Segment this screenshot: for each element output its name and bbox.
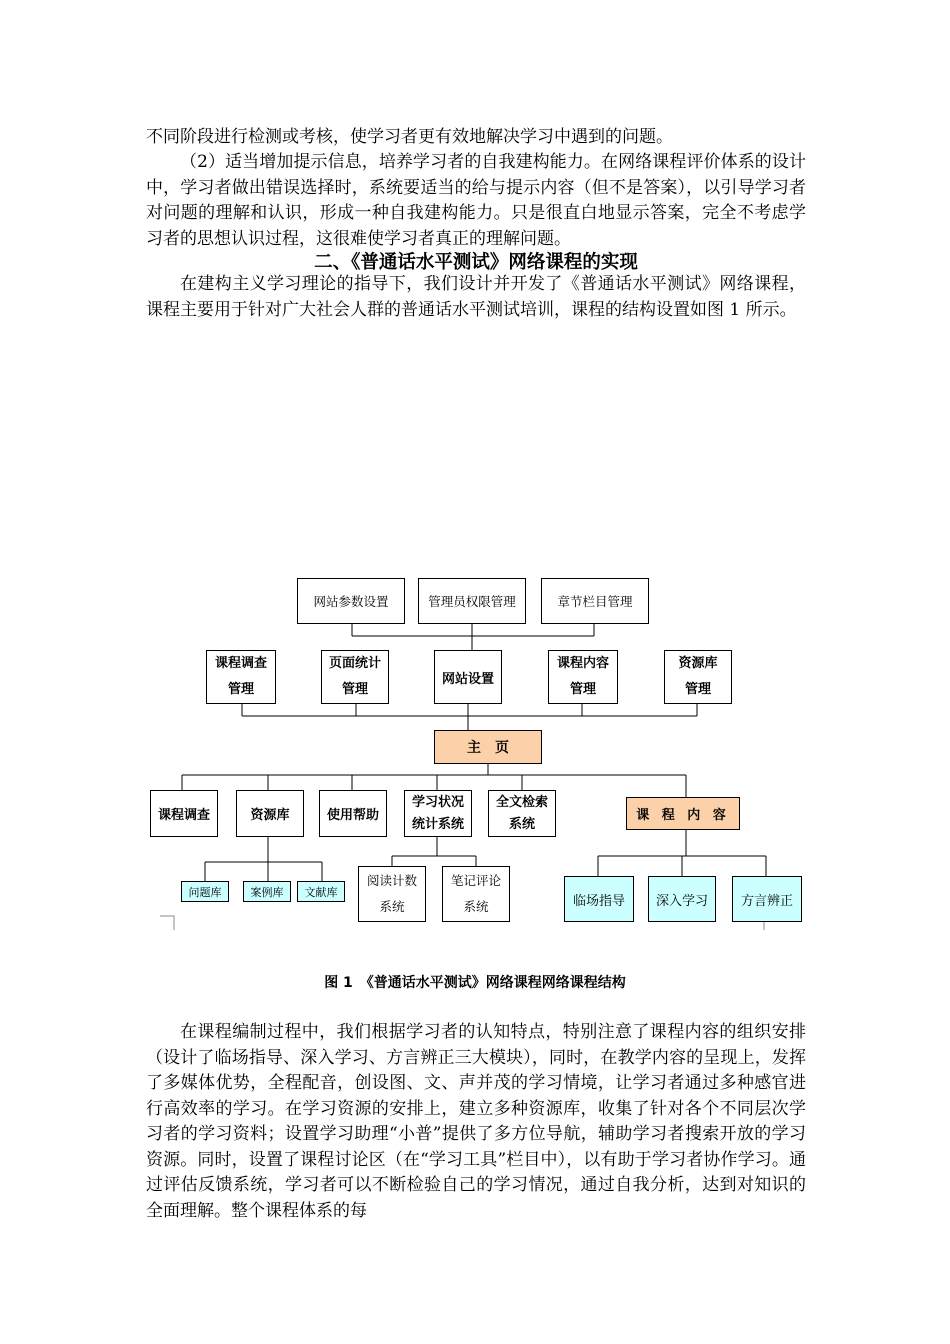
node-resource-library: 资源库	[236, 790, 304, 837]
node-onsite-guidance: 临场指导	[564, 876, 634, 922]
paragraph-2: （2）适当增加提示信息，培养学习者的自我建构能力。在网络课程评价体系的设计中，学习者做出错误选择时，系统要适当的给与提示内容（但不是答案），以引导学习者对问题的理解和认识，形成一种自我建构能力。只是很直白地显示答案，完全不考虑学习者的思想认识过程，这很难使学习者真正的理解问题。	[146, 152, 806, 249]
node-course-survey: 课程调查	[150, 790, 218, 837]
node-resource-admin: 资源库 管理	[664, 650, 732, 704]
node-survey-admin: 课程调查 管理	[206, 650, 276, 704]
node-site-params: 网站参数设置	[297, 578, 405, 624]
node-help: 使用帮助	[319, 790, 387, 837]
node-notes-comments: 笔记评论 系统	[442, 866, 510, 922]
node-site-settings: 网站设置	[434, 650, 502, 704]
node-case-bank: 案例库	[243, 881, 291, 902]
node-course-content: 课 程 内 容	[626, 797, 740, 830]
node-reading-counter: 阅读计数 系统	[358, 866, 426, 922]
section-heading: 二、《普通话水平测试》网络课程的实现	[314, 252, 638, 273]
paragraph-3: 在建构主义学习理论的指导下，我们设计并开发了《普通话水平测试》网络课程，课程主要用于针对广大社会人群的普通话水平测试培训，课程的结构设置如图 1 所示。	[146, 274, 806, 320]
node-in-depth-learning: 深入学习	[648, 876, 716, 922]
node-question-bank: 问题库	[181, 881, 229, 902]
node-home: 主 页	[434, 730, 542, 764]
node-fulltext-search: 全文检索 系统	[488, 790, 556, 837]
paragraph-1: 不同阶段进行检测或考核，使学习者更有效地解决学习中遇到的问题。	[146, 127, 673, 147]
figure-caption: 图 1 《普通话水平测试》网络课程网络课程结构	[324, 975, 626, 991]
node-content-admin: 课程内容 管理	[548, 650, 618, 704]
node-dialect-correction: 方言辨正	[732, 876, 802, 922]
node-chapter-management: 章节栏目管理	[541, 578, 649, 624]
node-page-stats-admin: 页面统计 管理	[321, 650, 389, 704]
paragraph-4: 在课程编制过程中，我们根据学习者的认知特点，特别注意了课程内容的组织安排（设计了临场指导、深入学习、方言辨正三大模块），同时，在教学内容的呈现上，发挥了多媒体优势，全程配音，创设图、文、声并茂的学习情境，让学习者通过多种感官进行高效率的学习。在学习资源的安排上，建立多种资源库，收集了针对各个不同层次学习者的学习资料；设置学习助理“小普”提供了多方位导航，辅助学习者搜索开放的学习资源。同时，设置了课程讨论区（在“学习工具”栏目中），以有助于学习者协作学习。通过评估反馈系统，学习者可以不断检验自己的学习情况，通过自我分析，达到对知识的全面理解。整个课程体系的每	[146, 1022, 806, 1221]
node-admin-permission: 管理员权限管理	[418, 578, 526, 624]
node-literature-bank: 文献库	[297, 881, 345, 902]
node-learning-stats: 学习状况 统计系统	[404, 790, 472, 837]
